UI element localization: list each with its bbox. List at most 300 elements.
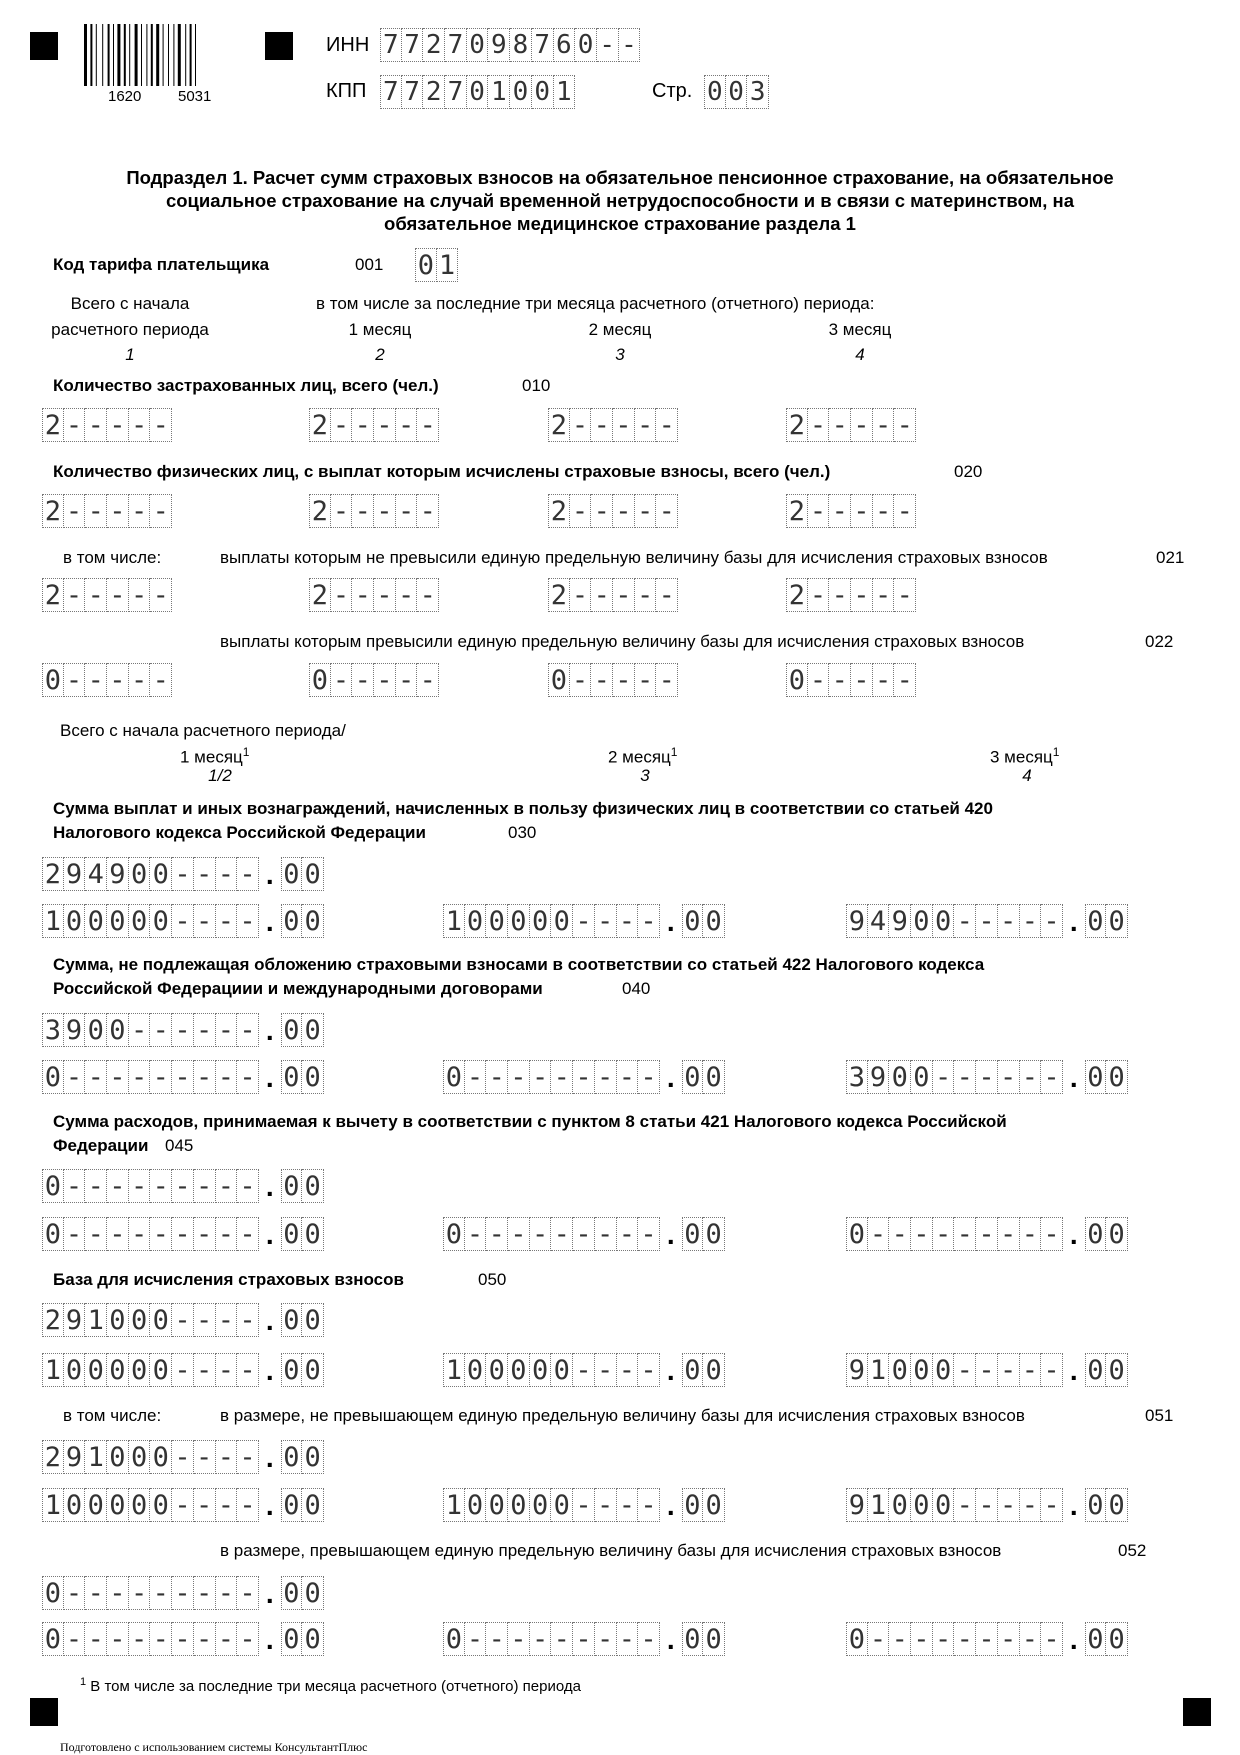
row-030-month2-rub-cell[interactable]: 0 — [465, 904, 487, 938]
row-051-total-rub-cell[interactable]: 2 — [42, 1440, 64, 1474]
row-050-month1-rub-cell[interactable]: 0 — [129, 1353, 151, 1387]
row-052-month3-kop-cell[interactable]: 0 — [1085, 1622, 1107, 1656]
inn-field-cell[interactable]: 0 — [575, 28, 597, 62]
row-052-total-kop-cell[interactable]: 0 — [281, 1576, 303, 1610]
row-045-month2-rub-cell[interactable]: - — [486, 1217, 508, 1251]
row-051-month3-rub-cell[interactable]: - — [976, 1488, 998, 1522]
row-052-month2-kop-cell[interactable]: 0 — [703, 1622, 725, 1656]
row-021-month1-cell[interactable]: - — [417, 578, 439, 612]
row-021-month1-cell[interactable]: 2 — [309, 578, 331, 612]
row-020-month3[interactable] — [786, 494, 916, 528]
row-052-month1-rub-cell[interactable]: - — [107, 1622, 129, 1656]
row-050-total-rub-cell[interactable]: - — [172, 1303, 194, 1337]
row-030-month3-kop-cell[interactable]: 0 — [1106, 904, 1128, 938]
row-030-total-rub-cell[interactable]: - — [237, 857, 259, 891]
row-020-month2-cell[interactable]: - — [635, 494, 657, 528]
row-050-total-rub-cell[interactable]: 2 — [42, 1303, 64, 1337]
row-045-month2-rub-cell[interactable]: - — [465, 1217, 487, 1251]
row-052-month2-rub-cell[interactable]: - — [551, 1622, 573, 1656]
row-040-month2-rub-cell[interactable]: - — [508, 1060, 530, 1094]
row-010-total-cell[interactable]: - — [150, 408, 172, 442]
row-052-month3-rub-cell[interactable]: - — [868, 1622, 890, 1656]
row-020-month1-cell[interactable]: - — [417, 494, 439, 528]
row-045-total-rub-cell[interactable]: - — [85, 1169, 107, 1203]
row-045-total-rub-cell[interactable]: 0 — [42, 1169, 64, 1203]
row-040-month3-rub-cell[interactable]: - — [998, 1060, 1020, 1094]
row-050-total-kop-cell[interactable]: 0 — [281, 1303, 303, 1337]
row-050-month1-rub-cell[interactable]: 0 — [107, 1353, 129, 1387]
row-030-month1-rub-cell[interactable]: 0 — [64, 904, 86, 938]
inn-field-cell[interactable]: 2 — [423, 28, 445, 62]
row-052-total-rub-cell[interactable]: - — [107, 1576, 129, 1610]
row-050-month1-rub-cell[interactable]: - — [194, 1353, 216, 1387]
row-020-month3-cell[interactable]: - — [829, 494, 851, 528]
row-022-month1-cell[interactable]: - — [396, 663, 418, 697]
row-030-total-kop-cell[interactable]: 0 — [302, 857, 324, 891]
row-051-month1-rub-cell[interactable]: - — [172, 1488, 194, 1522]
row-040-total-rub-cell[interactable]: 9 — [64, 1013, 86, 1047]
row-010-month3-cell[interactable]: - — [894, 408, 916, 442]
row-051-month3-rub-cell[interactable]: - — [954, 1488, 976, 1522]
row-030-month1-rub-cell[interactable]: - — [237, 904, 259, 938]
row-040-total-rub-cell[interactable]: - — [194, 1013, 216, 1047]
row-052-month2-rub-cell[interactable]: - — [486, 1622, 508, 1656]
row-051-month2-rub-cell[interactable]: 0 — [465, 1488, 487, 1522]
row-010-month3-cell[interactable]: - — [829, 408, 851, 442]
row-052-month2-rub-cell[interactable]: - — [508, 1622, 530, 1656]
row-050-month2-rub-cell[interactable]: 0 — [465, 1353, 487, 1387]
page-number-field-cell[interactable]: 0 — [704, 75, 726, 109]
row-022-month1-cell[interactable]: - — [417, 663, 439, 697]
row-051-month1-rub-cell[interactable]: - — [194, 1488, 216, 1522]
tariff-field-cell[interactable]: 1 — [437, 248, 459, 282]
row-050-month3-rub-cell[interactable]: - — [998, 1353, 1020, 1387]
row-050-month2-kop-cell[interactable]: 0 — [682, 1353, 704, 1387]
row-050-total-rub-cell[interactable]: 0 — [107, 1303, 129, 1337]
row-022-month3-cell[interactable]: - — [829, 663, 851, 697]
row-050-month1-kop-cell[interactable]: 0 — [302, 1353, 324, 1387]
inn-field-cell[interactable]: - — [597, 28, 619, 62]
kpp-field-cell[interactable]: 7 — [380, 75, 402, 109]
row-045-total-kop-cell[interactable]: 0 — [302, 1169, 324, 1203]
row-020-month1[interactable] — [309, 494, 439, 528]
row-021-month1-cell[interactable]: - — [374, 578, 396, 612]
row-030-month2-rub-cell[interactable]: - — [617, 904, 639, 938]
row-021-month1-cell[interactable]: - — [331, 578, 353, 612]
inn-field-cell[interactable]: 7 — [532, 28, 554, 62]
row-021-total-cell[interactable]: - — [85, 578, 107, 612]
row-051-total-rub-cell[interactable]: 0 — [129, 1440, 151, 1474]
row-040-month1-rub-cell[interactable]: - — [107, 1060, 129, 1094]
row-052-month1-kop-cell[interactable]: 0 — [281, 1622, 303, 1656]
row-051-total-kop-cell[interactable]: 0 — [281, 1440, 303, 1474]
row-052-total-rub-cell[interactable]: - — [194, 1576, 216, 1610]
row-045-month2-rub-cell[interactable]: 0 — [443, 1217, 465, 1251]
row-022-month2-cell[interactable]: - — [591, 663, 613, 697]
inn-field-cell[interactable]: 7 — [402, 28, 424, 62]
row-045-total-rub-cell[interactable]: - — [129, 1169, 151, 1203]
row-050-month3-rub-cell[interactable]: 1 — [868, 1353, 890, 1387]
kpp-field-cell[interactable]: 0 — [510, 75, 532, 109]
row-051-month2-rub-cell[interactable]: - — [617, 1488, 639, 1522]
row-050-month2-rub-cell[interactable]: 1 — [443, 1353, 465, 1387]
row-051-month3-rub-cell[interactable]: - — [998, 1488, 1020, 1522]
row-020-month3-cell[interactable]: - — [873, 494, 895, 528]
row-022-month1-cell[interactable]: - — [331, 663, 353, 697]
row-050-month1-rub-cell[interactable]: 1 — [42, 1353, 64, 1387]
row-040-month2-rub-cell[interactable]: 0 — [443, 1060, 465, 1094]
row-010-month3-cell[interactable]: - — [851, 408, 873, 442]
row-020-month2-cell[interactable]: - — [591, 494, 613, 528]
kpp-field-cell[interactable]: 1 — [488, 75, 510, 109]
row-040-month3-rub-cell[interactable]: 0 — [911, 1060, 933, 1094]
row-040-total-rub-cell[interactable]: - — [237, 1013, 259, 1047]
row-045-total-rub-cell[interactable]: - — [237, 1169, 259, 1203]
row-040-month1-rub-cell[interactable]: - — [237, 1060, 259, 1094]
row-052-month3[interactable] — [846, 1622, 1128, 1656]
row-050-total-rub-cell[interactable]: - — [237, 1303, 259, 1337]
row-040-total-kop-cell[interactable]: 0 — [302, 1013, 324, 1047]
row-020-month3-cell[interactable]: - — [894, 494, 916, 528]
row-052-month3-rub-cell[interactable]: - — [976, 1622, 998, 1656]
kpp-field-cell[interactable]: 0 — [532, 75, 554, 109]
row-040-total-kop-cell[interactable]: 0 — [281, 1013, 303, 1047]
row-051-month3-kop-cell[interactable]: 0 — [1085, 1488, 1107, 1522]
row-045-month1[interactable] — [42, 1217, 324, 1251]
row-022-month1-cell[interactable]: - — [352, 663, 374, 697]
row-045-month1-rub-cell[interactable]: - — [194, 1217, 216, 1251]
row-050-month2-rub-cell[interactable]: - — [617, 1353, 639, 1387]
row-021-month2-cell[interactable]: 2 — [548, 578, 570, 612]
row-050-month3-rub-cell[interactable]: 0 — [911, 1353, 933, 1387]
inn-field-cell[interactable]: - — [619, 28, 641, 62]
row-022-month2-cell[interactable]: - — [635, 663, 657, 697]
row-051-month2-rub-cell[interactable]: - — [573, 1488, 595, 1522]
row-040-month2-kop-cell[interactable]: 0 — [703, 1060, 725, 1094]
row-052-month1-rub-cell[interactable]: - — [85, 1622, 107, 1656]
row-045-total-rub-cell[interactable]: - — [107, 1169, 129, 1203]
row-051-month2[interactable] — [443, 1488, 725, 1522]
row-022-month3[interactable] — [786, 663, 916, 697]
row-040-month1-kop-cell[interactable]: 0 — [281, 1060, 303, 1094]
row-010-month2-cell[interactable]: - — [656, 408, 678, 442]
row-050-month3-rub-cell[interactable]: - — [954, 1353, 976, 1387]
row-020-month1-cell[interactable]: - — [331, 494, 353, 528]
inn-field-cell[interactable]: 9 — [488, 28, 510, 62]
inn-field[interactable] — [380, 28, 640, 62]
row-045-total-rub-cell[interactable]: - — [150, 1169, 172, 1203]
row-030-month1-rub-cell[interactable]: 0 — [85, 904, 107, 938]
row-050-month2[interactable] — [443, 1353, 725, 1387]
page-number-field[interactable] — [704, 75, 769, 109]
row-050-total-rub-cell[interactable]: - — [194, 1303, 216, 1337]
row-010-total-cell[interactable]: - — [64, 408, 86, 442]
row-040-total-rub-cell[interactable]: - — [216, 1013, 238, 1047]
row-045-month3-rub-cell[interactable]: - — [1041, 1217, 1063, 1251]
row-051-month2-kop-cell[interactable]: 0 — [682, 1488, 704, 1522]
row-021-month2-cell[interactable]: - — [656, 578, 678, 612]
row-045-total-rub-cell[interactable]: - — [194, 1169, 216, 1203]
row-022-total-cell[interactable]: - — [85, 663, 107, 697]
row-050-month1-rub-cell[interactable]: 0 — [85, 1353, 107, 1387]
row-020-total-cell[interactable]: - — [129, 494, 151, 528]
row-030-month1-rub-cell[interactable]: - — [194, 904, 216, 938]
row-040-month2-rub-cell[interactable]: - — [573, 1060, 595, 1094]
row-051-month1-rub-cell[interactable]: - — [237, 1488, 259, 1522]
row-030-month1-rub-cell[interactable]: 0 — [150, 904, 172, 938]
row-051-month2-rub-cell[interactable]: 0 — [508, 1488, 530, 1522]
row-052-month3-rub-cell[interactable]: - — [954, 1622, 976, 1656]
row-045-month3-rub-cell[interactable]: - — [998, 1217, 1020, 1251]
row-052-month2-rub-cell[interactable]: 0 — [443, 1622, 465, 1656]
kpp-field[interactable] — [380, 75, 575, 109]
row-030-total-rub-cell[interactable]: 2 — [42, 857, 64, 891]
row-040-month1-rub-cell[interactable]: - — [150, 1060, 172, 1094]
row-030-month3-rub-cell[interactable]: 0 — [911, 904, 933, 938]
row-045-month1-kop-cell[interactable]: 0 — [302, 1217, 324, 1251]
row-045-month1-rub-cell[interactable]: - — [64, 1217, 86, 1251]
row-051-month2-rub-cell[interactable]: - — [638, 1488, 660, 1522]
row-021-month3-cell[interactable]: - — [873, 578, 895, 612]
row-051-total-rub-cell[interactable]: 9 — [64, 1440, 86, 1474]
row-051-month1-rub-cell[interactable]: 0 — [129, 1488, 151, 1522]
row-040-month1-rub-cell[interactable]: - — [194, 1060, 216, 1094]
row-051-month3-rub-cell[interactable]: 0 — [911, 1488, 933, 1522]
row-010-month2-cell[interactable]: - — [591, 408, 613, 442]
row-045-month2-rub-cell[interactable]: - — [530, 1217, 552, 1251]
tariff-field-cell[interactable]: 0 — [415, 248, 437, 282]
row-030-month1-kop-cell[interactable]: 0 — [302, 904, 324, 938]
row-010-month1-cell[interactable]: - — [352, 408, 374, 442]
row-050-month1-rub-cell[interactable]: 0 — [150, 1353, 172, 1387]
row-052-month2-rub-cell[interactable]: - — [617, 1622, 639, 1656]
row-051-total-rub-cell[interactable]: - — [216, 1440, 238, 1474]
row-052-month2-rub-cell[interactable]: - — [573, 1622, 595, 1656]
row-045-month1-rub-cell[interactable]: - — [85, 1217, 107, 1251]
row-051-month3-rub-cell[interactable]: 1 — [868, 1488, 890, 1522]
kpp-field-cell[interactable]: 2 — [423, 75, 445, 109]
tariff-field[interactable] — [415, 248, 458, 282]
row-021-month2[interactable] — [548, 578, 678, 612]
inn-field-cell[interactable]: 7 — [380, 28, 402, 62]
row-045-month2[interactable] — [443, 1217, 725, 1251]
row-030-month1-rub-cell[interactable]: 1 — [42, 904, 64, 938]
row-045-month3-rub-cell[interactable]: 0 — [846, 1217, 868, 1251]
row-051-month3[interactable] — [846, 1488, 1128, 1522]
row-020-month2-cell[interactable]: - — [613, 494, 635, 528]
row-022-month2-cell[interactable]: - — [570, 663, 592, 697]
row-040-month2-rub-cell[interactable]: - — [530, 1060, 552, 1094]
row-010-month1-cell[interactable]: - — [374, 408, 396, 442]
row-045-month3[interactable] — [846, 1217, 1128, 1251]
row-020-month2-cell[interactable]: - — [656, 494, 678, 528]
row-030-month2-rub-cell[interactable]: 0 — [486, 904, 508, 938]
row-051-month1-rub-cell[interactable]: 0 — [107, 1488, 129, 1522]
row-010-month2-cell[interactable]: - — [635, 408, 657, 442]
row-045-total-rub-cell[interactable]: - — [172, 1169, 194, 1203]
row-052-month3-rub-cell[interactable]: - — [911, 1622, 933, 1656]
row-051-total-rub-cell[interactable]: - — [237, 1440, 259, 1474]
row-050-total-rub-cell[interactable]: - — [216, 1303, 238, 1337]
row-021-month1[interactable] — [309, 578, 439, 612]
row-050-month1-kop-cell[interactable]: 0 — [281, 1353, 303, 1387]
row-052-month2-rub-cell[interactable]: - — [465, 1622, 487, 1656]
row-040-month3-rub-cell[interactable]: - — [954, 1060, 976, 1094]
row-022-total-cell[interactable]: - — [150, 663, 172, 697]
row-050-month3-rub-cell[interactable]: - — [1020, 1353, 1042, 1387]
row-020-month3-cell[interactable]: - — [808, 494, 830, 528]
row-040-total-rub-cell[interactable]: - — [129, 1013, 151, 1047]
row-051-total-rub-cell[interactable]: - — [172, 1440, 194, 1474]
row-030-total-rub-cell[interactable]: - — [172, 857, 194, 891]
row-045-month3-kop-cell[interactable]: 0 — [1106, 1217, 1128, 1251]
row-030-month1-rub-cell[interactable]: - — [216, 904, 238, 938]
row-045-month2-rub-cell[interactable]: - — [573, 1217, 595, 1251]
row-022-total-cell[interactable]: - — [107, 663, 129, 697]
row-052-total-rub-cell[interactable]: - — [85, 1576, 107, 1610]
row-022-month2-cell[interactable]: - — [613, 663, 635, 697]
row-040-total-rub-cell[interactable]: - — [150, 1013, 172, 1047]
row-050-month2-rub-cell[interactable]: 0 — [508, 1353, 530, 1387]
row-050-total[interactable] — [42, 1303, 324, 1337]
row-010-month3[interactable] — [786, 408, 916, 442]
row-050-month2-kop-cell[interactable]: 0 — [703, 1353, 725, 1387]
row-050-total-rub-cell[interactable]: 0 — [129, 1303, 151, 1337]
kpp-field-cell[interactable]: 7 — [402, 75, 424, 109]
row-045-month2-rub-cell[interactable]: - — [638, 1217, 660, 1251]
row-051-month3-rub-cell[interactable]: - — [1041, 1488, 1063, 1522]
row-050-month3-rub-cell[interactable]: 0 — [933, 1353, 955, 1387]
row-040-month1-rub-cell[interactable]: - — [85, 1060, 107, 1094]
row-030-total[interactable] — [42, 857, 324, 891]
row-051-month2-kop-cell[interactable]: 0 — [703, 1488, 725, 1522]
row-051-total[interactable] — [42, 1440, 324, 1474]
row-010-total-cell[interactable]: 2 — [42, 408, 64, 442]
row-045-month3-rub-cell[interactable]: - — [954, 1217, 976, 1251]
row-022-month3-cell[interactable]: - — [873, 663, 895, 697]
row-045-month2-kop-cell[interactable]: 0 — [682, 1217, 704, 1251]
row-010-month1-cell[interactable]: - — [396, 408, 418, 442]
row-020-total-cell[interactable]: - — [64, 494, 86, 528]
row-045-month3-rub-cell[interactable]: - — [933, 1217, 955, 1251]
row-051-total-rub-cell[interactable]: 0 — [107, 1440, 129, 1474]
row-030-total-rub-cell[interactable]: 0 — [129, 857, 151, 891]
row-050-month3-kop-cell[interactable]: 0 — [1085, 1353, 1107, 1387]
row-040-total-rub-cell[interactable]: 3 — [42, 1013, 64, 1047]
row-021-month1-cell[interactable]: - — [396, 578, 418, 612]
row-030-month3-rub-cell[interactable]: - — [976, 904, 998, 938]
row-052-total-kop-cell[interactable]: 0 — [302, 1576, 324, 1610]
row-010-month2-cell[interactable]: 2 — [548, 408, 570, 442]
row-052-total-rub-cell[interactable]: - — [216, 1576, 238, 1610]
row-030-month3-kop-cell[interactable]: 0 — [1085, 904, 1107, 938]
row-030-month1-rub-cell[interactable]: - — [172, 904, 194, 938]
row-010-month1-cell[interactable]: - — [331, 408, 353, 442]
row-045-month1-rub-cell[interactable]: - — [172, 1217, 194, 1251]
row-051-month2-rub-cell[interactable]: 1 — [443, 1488, 465, 1522]
row-010-month1-cell[interactable]: 2 — [309, 408, 331, 442]
row-022-month2-cell[interactable]: 0 — [548, 663, 570, 697]
row-010-month1[interactable] — [309, 408, 439, 442]
row-052-month1-rub-cell[interactable]: - — [172, 1622, 194, 1656]
row-030-month2-rub-cell[interactable]: 0 — [530, 904, 552, 938]
row-040-month3-rub-cell[interactable]: - — [976, 1060, 998, 1094]
row-052-month1-rub-cell[interactable]: - — [194, 1622, 216, 1656]
row-030-month2-rub-cell[interactable]: 0 — [551, 904, 573, 938]
row-052-month1-rub-cell[interactable]: - — [64, 1622, 86, 1656]
row-051-total-rub-cell[interactable]: 0 — [150, 1440, 172, 1474]
row-040-month3-rub-cell[interactable]: 9 — [868, 1060, 890, 1094]
row-050-month3-rub-cell[interactable]: - — [1041, 1353, 1063, 1387]
row-021-total-cell[interactable]: - — [150, 578, 172, 612]
row-050-month2-rub-cell[interactable]: - — [595, 1353, 617, 1387]
row-010-month2-cell[interactable]: - — [570, 408, 592, 442]
row-050-month3-rub-cell[interactable]: 9 — [846, 1353, 868, 1387]
row-030-month2-rub-cell[interactable]: 1 — [443, 904, 465, 938]
row-051-month1-rub-cell[interactable]: - — [216, 1488, 238, 1522]
row-051-month3-rub-cell[interactable]: 0 — [933, 1488, 955, 1522]
row-052-month3-rub-cell[interactable]: - — [1041, 1622, 1063, 1656]
row-045-month2-rub-cell[interactable]: - — [551, 1217, 573, 1251]
kpp-field-cell[interactable]: 7 — [445, 75, 467, 109]
row-052-month1-rub-cell[interactable]: - — [216, 1622, 238, 1656]
row-030-total-rub-cell[interactable]: - — [194, 857, 216, 891]
row-052-month3-kop-cell[interactable]: 0 — [1106, 1622, 1128, 1656]
row-020-total-cell[interactable]: - — [150, 494, 172, 528]
row-040-month3-rub-cell[interactable]: 0 — [889, 1060, 911, 1094]
row-051-total-rub-cell[interactable]: 1 — [85, 1440, 107, 1474]
row-052-month1-rub-cell[interactable]: 0 — [42, 1622, 64, 1656]
row-020-month2-cell[interactable]: - — [570, 494, 592, 528]
row-020-total-cell[interactable]: - — [107, 494, 129, 528]
row-051-month3-rub-cell[interactable]: 9 — [846, 1488, 868, 1522]
row-045-month1-kop-cell[interactable]: 0 — [281, 1217, 303, 1251]
row-052-month1-rub-cell[interactable]: - — [150, 1622, 172, 1656]
row-020-month3-cell[interactable]: - — [851, 494, 873, 528]
row-020-month1-cell[interactable]: - — [396, 494, 418, 528]
row-022-month3-cell[interactable]: - — [894, 663, 916, 697]
row-051-month1-kop-cell[interactable]: 0 — [281, 1488, 303, 1522]
row-051-month1-kop-cell[interactable]: 0 — [302, 1488, 324, 1522]
row-052-total-rub-cell[interactable]: - — [129, 1576, 151, 1610]
row-051-month2-rub-cell[interactable]: 0 — [551, 1488, 573, 1522]
row-021-month2-cell[interactable]: - — [570, 578, 592, 612]
row-030-month3-rub-cell[interactable]: - — [954, 904, 976, 938]
row-040-month2[interactable] — [443, 1060, 725, 1094]
row-045-month1-rub-cell[interactable]: - — [107, 1217, 129, 1251]
row-030-month3[interactable] — [846, 904, 1128, 938]
row-051-month1-rub-cell[interactable]: 0 — [85, 1488, 107, 1522]
row-052-total-rub-cell[interactable]: 0 — [42, 1576, 64, 1610]
row-040-month2-rub-cell[interactable]: - — [638, 1060, 660, 1094]
row-010-month2[interactable] — [548, 408, 678, 442]
row-040-month1-rub-cell[interactable]: - — [64, 1060, 86, 1094]
row-021-total-cell[interactable]: - — [64, 578, 86, 612]
row-052-month3-rub-cell[interactable]: - — [998, 1622, 1020, 1656]
row-021-total-cell[interactable]: - — [129, 578, 151, 612]
row-050-month2-rub-cell[interactable]: - — [573, 1353, 595, 1387]
row-040-month3-kop-cell[interactable]: 0 — [1106, 1060, 1128, 1094]
row-021-month2-cell[interactable]: - — [613, 578, 635, 612]
row-030-total-rub-cell[interactable]: 0 — [150, 857, 172, 891]
row-045-total-rub-cell[interactable]: - — [216, 1169, 238, 1203]
row-020-month2-cell[interactable]: 2 — [548, 494, 570, 528]
row-040-month1[interactable] — [42, 1060, 324, 1094]
row-050-total-rub-cell[interactable]: 9 — [64, 1303, 86, 1337]
row-045-month1-rub-cell[interactable]: - — [237, 1217, 259, 1251]
row-050-month1-rub-cell[interactable]: - — [172, 1353, 194, 1387]
row-045-month3-rub-cell[interactable]: - — [911, 1217, 933, 1251]
